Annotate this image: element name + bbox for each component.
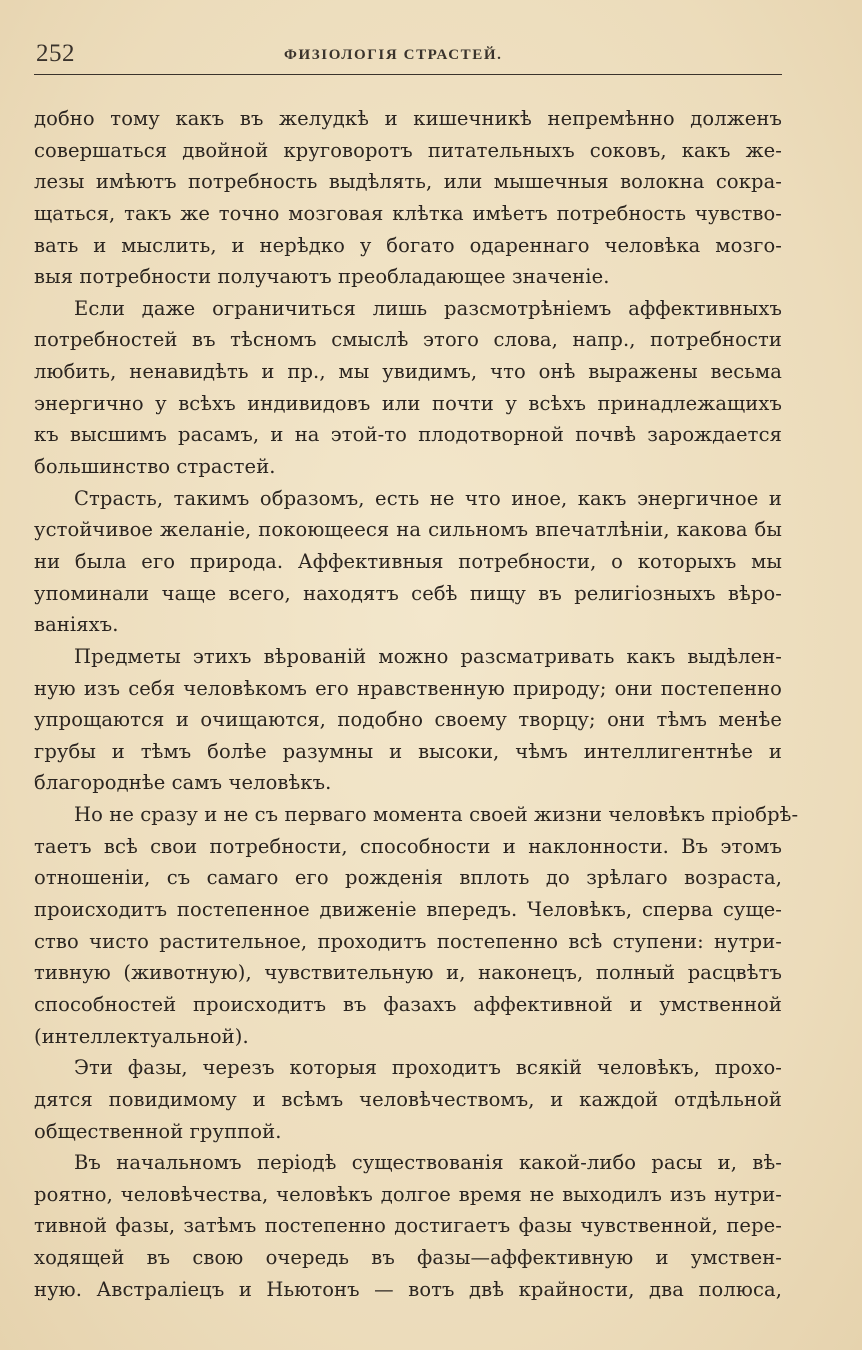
text-line: щаться, такъ же точно мозговая клѣтка имѣетъ потребность чувство- [34,201,782,225]
page-number: 252 [36,40,75,67]
text-line: отношеніи, съ самаго его рожденія вплоть до зрѣлаго возраста, [34,866,782,890]
text-line: дятся повидимому и всѣмъ человѣчествомъ, и каждой отдѣльной [34,1087,782,1111]
text-line: добно тому какъ въ желудкѣ и кишечникѣ непремѣнно долженъ [34,107,782,130]
text-line: Въ начальномъ періодѣ существованія какой-либо расы и, вѣ- [74,1151,782,1175]
text-line: совершаться двойной круговоротъ питательныхъ соковъ, какъ же- [34,138,782,162]
text-line: Если даже ограничиться лишь разсмотрѣніемъ аффективныхъ [74,296,782,320]
text-line: выя потребности получаютъ преобладающее значеніе. [34,265,610,289]
text-line: происходитъ постепенное движеніе впередъ. Человѣкъ, сперва суще- [34,898,782,922]
text-line: ни была его природа. Аффективныя потребности, о которыхъ мы [34,549,782,573]
page-header [34,38,782,75]
running-title: ФИЗІОЛОГІЯ СТРАСТЕЙ. [284,47,503,63]
text-line: лезы имѣютъ потребность выдѣлять, или мышечныя волокна сокра- [34,170,782,194]
text-line: Страсть, такимъ образомъ, есть не что иное, какъ энергичное и [74,486,782,510]
text-line: способностей происходитъ въ фазахъ аффективной и умственной [34,992,782,1016]
text-line: упрощаются и очищаются, подобно своему творцу; они тѣмъ менѣе [34,708,782,732]
text-line: роятно, человѣчества, человѣкъ долгое время не выходилъ изъ нутри- [34,1182,782,1206]
text-line: общественной группой. [34,1119,282,1143]
text-line: устойчивое желаніе, покоющееся на сильномъ впечатлѣніи, какова бы [34,518,782,542]
text-line: Предметы этихъ вѣрованій можно разсматривать какъ выдѣлен- [74,644,782,668]
text-line: ную. Австраліецъ и Ньютонъ — вотъ двѣ крайности, два полюса, [34,1277,782,1301]
text-line: таетъ всѣ свои потребности, способности и наклонности. Въ этомъ [34,834,782,858]
text-line: тивной фазы, затѣмъ постепенно достигаетъ фазы чувственной, пере- [34,1214,782,1238]
text-line: большинство страстей. [34,455,276,479]
text-line: къ высшимъ расамъ, и на этой-то плодотворной почвѣ зарождается [34,423,782,447]
text-line: Эти фазы, черезъ которыя проходитъ всякій человѣкъ, прохо- [74,1056,782,1080]
text-line: ную изъ себя человѣкомъ его нравственную природу; они постепенно [34,676,782,700]
text-line: вать и мыслить, и нерѣдко у богато одареннаго человѣка мозго- [34,233,782,257]
text-line: тивную (животную), чувствительную и, наконецъ, полный расцвѣтъ [34,961,782,985]
text-line: грубы и тѣмъ болѣе разумны и высоки, чѣмъ интеллигентнѣе и [34,739,782,763]
text-line: потребностей въ тѣсномъ смыслѣ этого слова, напр., потребности [34,328,782,352]
text-line: (интеллектуальной). [34,1024,249,1048]
text-line: ваніяхъ. [34,613,119,637]
text-line: благороднѣе самъ человѣкъ. [34,771,332,795]
text-line: упоминали чаще всего, находятъ себѣ пищу въ религіозныхъ вѣро- [34,581,782,605]
text-line: Но не сразу и не съ перваго момента своей жизни человѣкъ пріобрѣ- [74,803,799,827]
text-line: ходящей въ свою очередь въ фазы—аффективную и умствен- [34,1246,782,1270]
text-line: ство чисто растительное, проходитъ постепенно всѣ ступени: нутри- [34,929,782,953]
text-line: энергично у всѣхъ индивидовъ или почти у всѣхъ принадлежащихъ [34,391,782,415]
text-line: любить, ненавидѣть и пр., мы увидимъ, что онѣ выражены весьма [34,360,782,384]
body-text [34,103,799,1305]
